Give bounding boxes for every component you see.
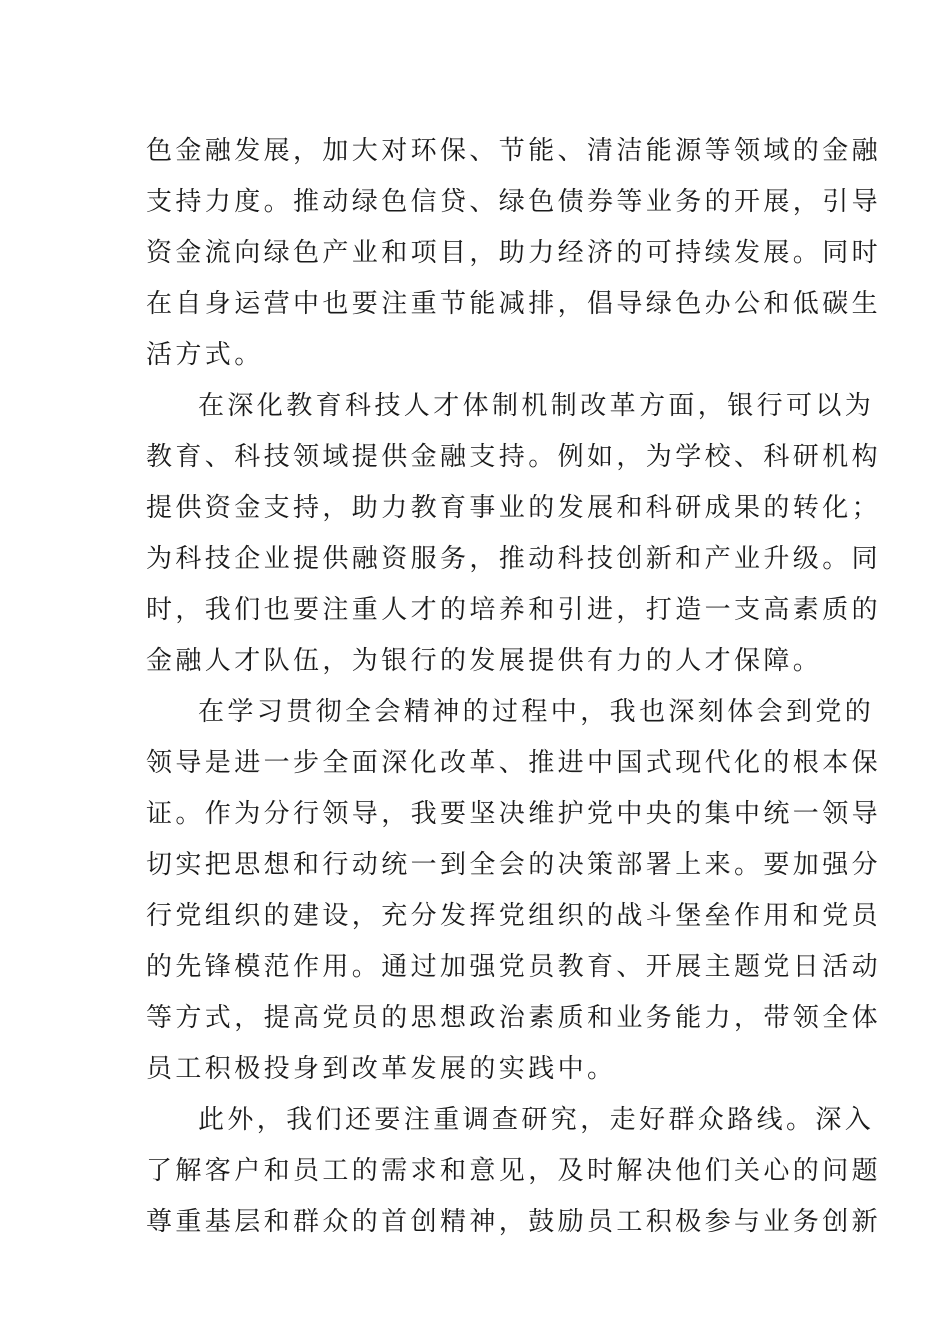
text-line: 为科技企业提供融资服务，推动科技创新和产业升级。同: [146, 544, 882, 574]
text-line: 时，我们也要注重人才的培养和引进，打造一支高素质的: [146, 595, 882, 625]
text-line: 领导是进一步全面深化改革、推进中国式现代化的根本保: [146, 748, 882, 778]
text-line: 证。作为分行领导，我要坚决维护党中央的集中统一领导: [146, 799, 882, 829]
text-line: 切实把思想和行动统一到全会的决策部署上来。要加强分: [146, 850, 882, 880]
text-line: 提供资金支持，助力教育事业的发展和科研成果的转化；: [146, 493, 882, 523]
text-line: 在自身运营中也要注重节能减排，倡导绿色办公和低碳生: [146, 289, 882, 319]
text-line: 色金融发展，加大对环保、节能、清洁能源等领域的金融: [146, 136, 882, 166]
text-line: 等方式，提高党员的思想政治素质和业务能力，带领全体: [146, 1003, 882, 1033]
text-line: 支持力度。推动绿色信贷、绿色债券等业务的开展，引导: [146, 187, 882, 217]
text-line: 教育、科技领域提供金融支持。例如，为学校、科研机构: [146, 442, 882, 472]
text-line: 行党组织的建设，充分发挥党组织的战斗堡垒作用和党员: [146, 901, 882, 931]
text-line: 资金流向绿色产业和项目，助力经济的可持续发展。同时: [146, 238, 882, 268]
text-line: 了解客户和员工的需求和意见，及时解决他们关心的问题: [146, 1156, 882, 1186]
paragraph-first-line: 此外，我们还要注重调查研究，走好群众路线。深入: [198, 1105, 875, 1135]
text-line: 活方式。: [146, 340, 264, 370]
paragraph-first-line: 在学习贯彻全会精神的过程中，我也深刻体会到党的: [198, 697, 875, 727]
text-line: 尊重基层和群众的首创精神，鼓励员工积极参与业务创新: [146, 1207, 882, 1237]
text-line: 的先锋模范作用。通过加强党员教育、开展主题党日活动: [146, 952, 882, 982]
text-line: 员工积极投身到改革发展的实践中。: [146, 1054, 617, 1084]
paragraph-first-line: 在深化教育科技人才体制机制改革方面，银行可以为: [198, 391, 875, 421]
text-line: 金融人才队伍，为银行的发展提供有力的人才保障。: [146, 646, 823, 676]
